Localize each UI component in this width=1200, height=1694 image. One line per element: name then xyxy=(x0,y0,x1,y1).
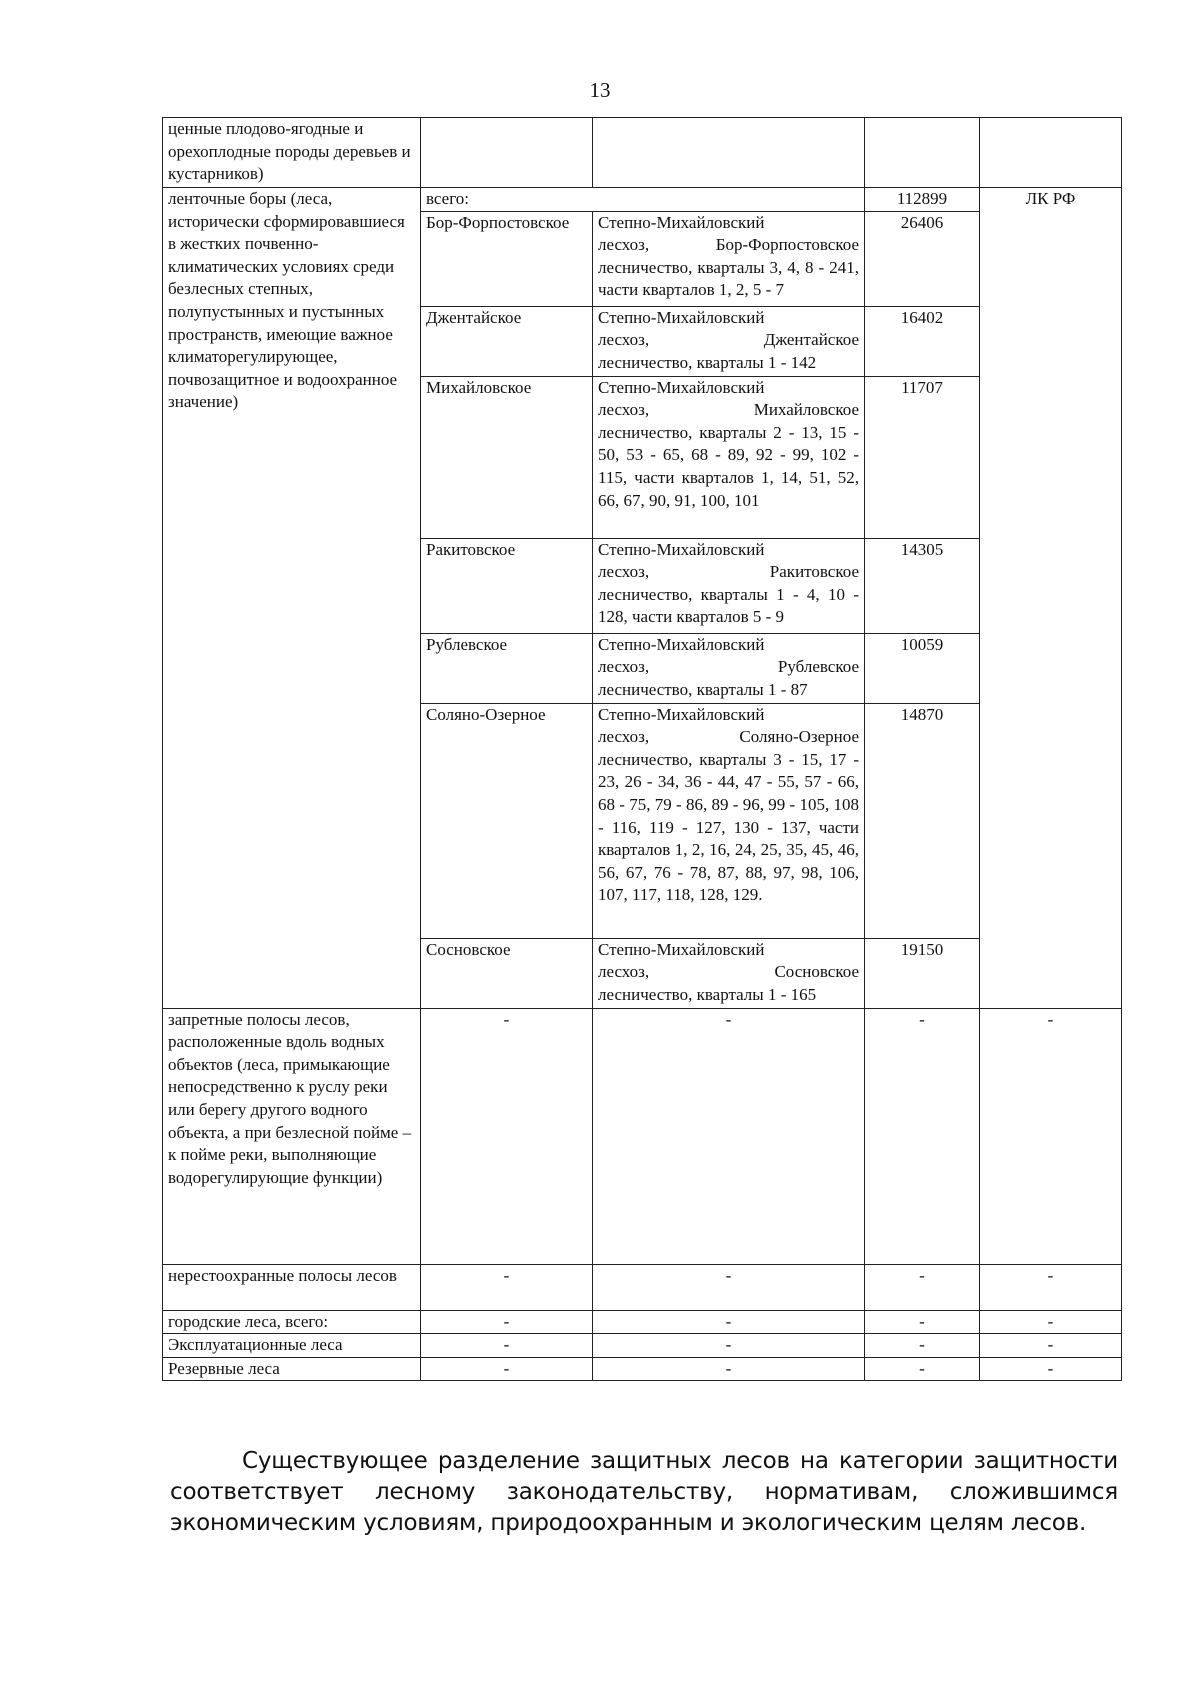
forestry-location: Степно-Михайловский лесхоз, Сосновское лесничество, кварталы 1 - 165 xyxy=(593,938,865,1008)
forestry-area: 26406 xyxy=(865,211,980,306)
forestry-name: Соляно-Озерное xyxy=(421,703,593,938)
forestry-location: Степно-Михайловский лесхоз, Ракитовское лесничество, кварталы 1 - 4, 10 - 128, части кварталов 5 - 9 xyxy=(593,538,865,633)
table-row xyxy=(163,118,1122,188)
category-cell: городские леса, всего: xyxy=(163,1310,421,1334)
forestry-location: Степно-Михайловский лесхоз, Михайловское лесничество, кварталы 2 - 13, 15 - 50, 53 - 65, 68 - 89, 92 - 99, 102 - 115, части кварталов 1, 14, 51, 52, 66, 67, 90, 91, 100, 101 xyxy=(593,376,865,538)
category-cell: Резервные леса xyxy=(163,1357,421,1381)
dash-cell: - xyxy=(980,1264,1122,1310)
forest-categories-table xyxy=(162,117,1122,1381)
forestry-area: 11707 xyxy=(865,376,980,538)
dash-cell: - xyxy=(980,1310,1122,1334)
dash-cell: - xyxy=(865,1310,980,1334)
legal-basis: ЛК РФ xyxy=(980,188,1122,1009)
dash-cell: - xyxy=(593,1264,865,1310)
dash-cell: - xyxy=(421,1357,593,1381)
forestry-name: Рублевское xyxy=(421,633,593,703)
dash-cell: - xyxy=(865,1008,980,1264)
dash-cell: - xyxy=(980,1334,1122,1358)
forestry-name: Ракитовское xyxy=(421,538,593,633)
total-label: всего: xyxy=(421,188,865,212)
table-row xyxy=(163,1310,1122,1334)
forestry-location: Степно-Михайловский лесхоз, Бор-Форпостовское лесничество, кварталы 3, 4, 8 - 241, части кварталов 1, 2, 5 - 7 xyxy=(593,211,865,306)
forestry-location: Степно-Михайловский лесхоз, Рублевское лесничество, кварталы 1 - 87 xyxy=(593,633,865,703)
dash-cell: - xyxy=(865,1334,980,1358)
dash-cell: - xyxy=(421,1334,593,1358)
forestry-name: Михайловское xyxy=(421,376,593,538)
forestry-area: 19150 xyxy=(865,938,980,1008)
dash-cell: - xyxy=(980,1357,1122,1381)
total-area: 112899 xyxy=(865,188,980,212)
forestry-area: 16402 xyxy=(865,306,980,376)
forestry-area: 14305 xyxy=(865,538,980,633)
dash-cell: - xyxy=(421,1264,593,1310)
category-cell: ценные плодово-ягодные и орехоплодные породы деревьев и кустарников) xyxy=(163,118,421,188)
table-row xyxy=(163,1264,1122,1310)
category-cell: Эксплуатационные леса xyxy=(163,1334,421,1358)
dash-cell: - xyxy=(865,1264,980,1310)
forestry-location: Степно-Михайловский лесхоз, Джентайское лесничество, кварталы 1 - 142 xyxy=(593,306,865,376)
category-cell: ленточные боры (леса, исторически сформировавшиеся в жестких почвенно-климатических условиях среди безлесных степных, полупустынных и пустынных пространств, имеющие важное климаторегулирующее, почвозащитное и водоохранное значение) xyxy=(163,188,421,1009)
category-cell: запретные полосы лесов, расположенные вдоль водных объектов (леса, примыкающие непосредственно к руслу реки или берегу другого водного объекта, а при безлесной пойме – к пойме реки, выполняющие водорегулирующие функции) xyxy=(163,1008,421,1264)
dash-cell: - xyxy=(421,1310,593,1334)
dash-cell: - xyxy=(421,1008,593,1264)
dash-cell: - xyxy=(593,1357,865,1381)
forestry-location: Степно-Михайловский лесхоз, Соляно-Озерное лесничество, кварталы 3 - 15, 17 - 23, 26 - 34, 36 - 44, 47 - 55, 57 - 66, 68 - 75, 79 - 86, 89 - 96, 99 - 105, 108 - 116, 119 - 127, 130 - 137, части кварталов 1, 2, 16, 24, 25, 35, 45, 46, 56, 67, 76 - 78, 87, 88, 97, 98, 106, 107, 117, 118, 128, 129. xyxy=(593,703,865,938)
category-cell: нерестоохранные полосы лесов xyxy=(163,1264,421,1310)
forestry-name: Сосновское xyxy=(421,938,593,1008)
table-row xyxy=(163,1334,1122,1358)
dash-cell: - xyxy=(980,1008,1122,1264)
table-row xyxy=(163,1357,1122,1381)
forestry-area: 14870 xyxy=(865,703,980,938)
dash-cell: - xyxy=(593,1008,865,1264)
table-row xyxy=(163,188,1122,212)
forestry-area: 10059 xyxy=(865,633,980,703)
page-number: 13 xyxy=(589,78,611,102)
dash-cell: - xyxy=(593,1334,865,1358)
dash-cell: - xyxy=(865,1357,980,1381)
table-row xyxy=(163,1008,1122,1264)
forestry-name: Бор-Форпостовское xyxy=(421,211,593,306)
dash-cell: - xyxy=(593,1310,865,1334)
forestry-name: Джентайское xyxy=(421,306,593,376)
body-paragraph: Существующее разделение защитных лесов на категории защитности соответствует лесному законодательству, нормативам, сложившимся экономическим условиям, природоохранным и экологическим целям лесов. xyxy=(170,1448,1118,1536)
